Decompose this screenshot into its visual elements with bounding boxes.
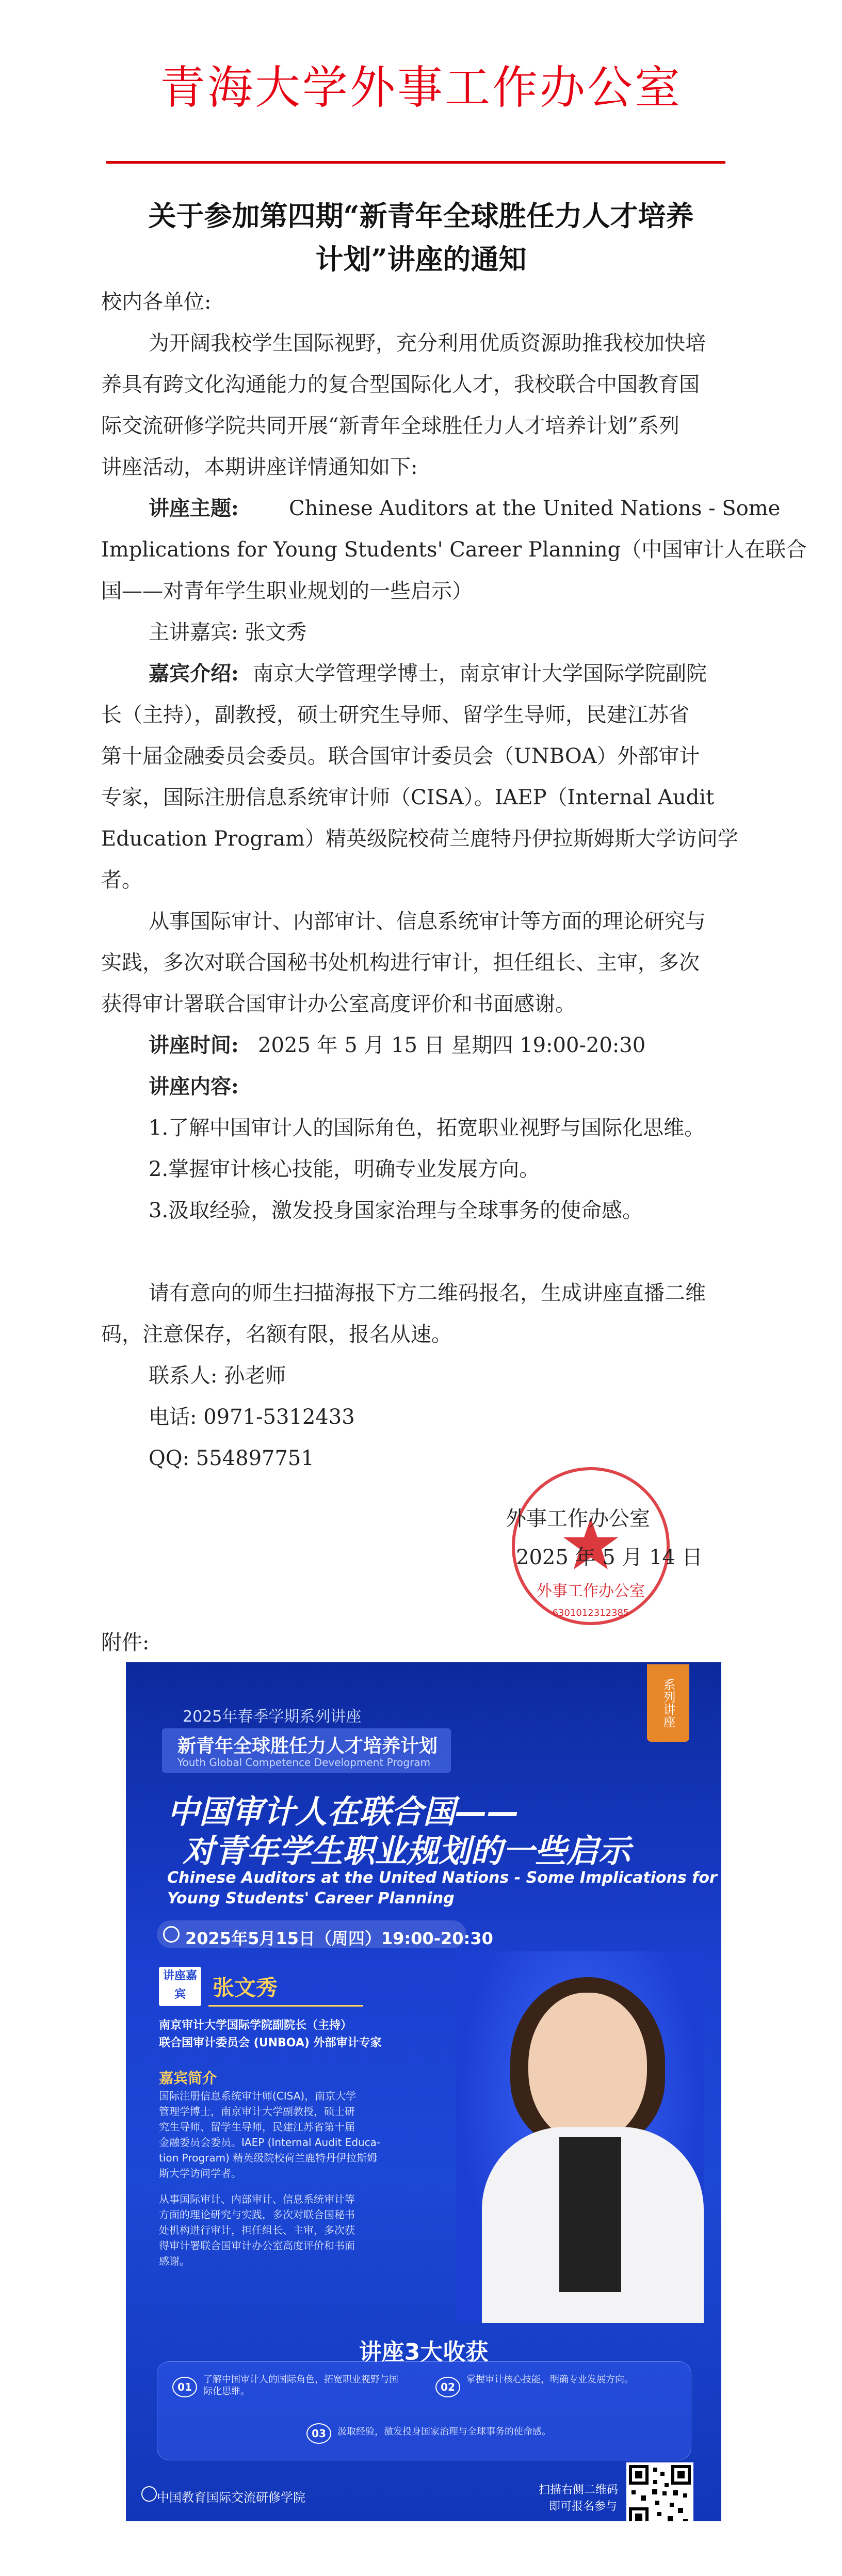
research-line: 从事国际审计、内部审计、信息系统审计等方面的理论研究与 xyxy=(149,910,706,933)
qr-code-icon[interactable] xyxy=(626,2462,693,2521)
institute-logo-icon xyxy=(141,2486,157,2502)
gain-text: 了解中国审计人的国际角色，拓宽职业视野与国际化思维。 xyxy=(203,2374,398,2397)
bio-label: 嘉宾介绍: xyxy=(149,661,239,686)
bio-line: 者。 xyxy=(101,868,142,892)
contact-qq: QQ: 554897751 xyxy=(149,1446,314,1470)
content-item: 2.掌握审计核心技能，明确专业发展方向。 xyxy=(149,1157,540,1181)
notice-title-line2: 计划”讲座的通知 xyxy=(315,243,527,276)
gain-number: 02 xyxy=(435,2377,460,2397)
intro-line: tion Program) 精英级院校荷兰鹿特丹伊拉斯姆 xyxy=(159,2152,378,2164)
stamp-number: 6301012312385 xyxy=(552,1608,629,1618)
bio-line: Education Program）精英级院校荷兰鹿特丹伊拉斯姆斯大学访问学 xyxy=(101,827,738,851)
event-poster xyxy=(126,1662,721,2521)
topic-line: 国——对青年学生职业规划的一些启示） xyxy=(101,579,473,603)
poster-subtitle: Chinese Auditors at the United Nations - Some Implications for xyxy=(167,1869,717,1887)
intro-line: 国际注册信息系统审计师(CISA)，南京大学 xyxy=(159,2090,357,2102)
poster-time: 2025年5月15日（周四）19:00-20:30 xyxy=(185,1929,493,1948)
gain-number: 01 xyxy=(172,2377,197,2397)
time-label: 讲座时间: xyxy=(149,1033,239,1057)
intro-line: 为开阔我校学生国际视野，充分利用优质资源助推我校加快培 xyxy=(149,331,706,355)
program-title: 新青年全球胜任力人才培养计划 xyxy=(177,1736,438,1757)
guest-underline xyxy=(208,2005,363,2007)
intro-line: 际交流研修学院共同开展“新青年全球胜任力人才培养计划”系列 xyxy=(101,414,679,438)
time-value: 2025 年 5 月 15 日 星期四 19:00-20:30 xyxy=(258,1033,646,1057)
intro-heading: 嘉宾简介 xyxy=(159,2070,217,2087)
notice-title-line1: 关于参加第四期“新青年全球胜任力人才培养 xyxy=(148,199,694,232)
signature-date: 2025 年 5 月 14 日 xyxy=(516,1546,703,1569)
attachment-label: 附件: xyxy=(101,1631,150,1655)
speaker-photo-shirt xyxy=(559,2137,621,2292)
bio-line: 南京大学管理学博士，南京审计大学国际学院副院 xyxy=(253,662,707,686)
guest-name: 张文秀 xyxy=(213,1975,278,2000)
speaker-photo-face xyxy=(528,1993,647,2142)
content-item: 1.了解中国审计人的国际角色，拓宽职业视野与国际化思维。 xyxy=(149,1116,705,1140)
poster-headline: 中国审计人在联合国—— xyxy=(167,1793,520,1831)
gains-heading: 讲座3大收获 xyxy=(359,2339,489,2365)
intro-line: 感谢。 xyxy=(159,2255,190,2267)
guest-affiliation: 南京审计大学国际学院副院长（主持） xyxy=(159,2019,352,2032)
scan-instruction: 即可报名参与 xyxy=(549,2500,618,2513)
intro-line: 管理学博士，南京审计大学副教授，硕士研 xyxy=(159,2105,355,2118)
salutation: 校内各单位: xyxy=(101,290,212,314)
stamp-label: 外事工作办公室 xyxy=(537,1582,645,1600)
research-line: 获得审计署联合国审计办公室高度评价和书面感谢。 xyxy=(101,992,576,1016)
contact-phone: 电话: 0971-5312433 xyxy=(149,1405,355,1429)
program-title-en: Youth Global Competence Development Program xyxy=(177,1756,431,1769)
gain-text: 掌握审计核心技能，明确专业发展方向。 xyxy=(466,2374,634,2385)
poster-badge: 系列讲座 xyxy=(647,1664,689,1742)
content-item: 3.汲取经验，激发投身国家治理与全球事务的使命感。 xyxy=(149,1199,643,1222)
intro-line: 处机构进行审计，担任组长、主审，多次获 xyxy=(159,2224,355,2236)
intro-line: 方面的理论研究与实践，多次对联合国秘书 xyxy=(159,2208,355,2221)
host-line: 主讲嘉宾: 张文秀 xyxy=(149,621,307,644)
org-title: 青海大学外事工作办公室 xyxy=(159,61,682,114)
red-divider xyxy=(106,161,725,164)
intro-line: 得审计署联合国审计办公室高度评价和书面 xyxy=(159,2239,355,2252)
guest-affiliation: 联合国审计委员会 (UNBOA) 外部审计专家 xyxy=(159,2037,382,2049)
signup-line: 码，注意保存，名额有限，报名从速。 xyxy=(101,1323,452,1346)
guest-label-box: 讲座嘉宾 xyxy=(159,1967,201,2006)
intro-line: 金融委员会委员。IAEP (Internal Audit Educa- xyxy=(159,2136,381,2149)
topic-label: 讲座主题: xyxy=(149,496,239,520)
topic-line: Implications for Young Students' Career Planning（中国审计人在联合 xyxy=(101,538,807,562)
intro-line: 讲座活动，本期讲座详情通知如下: xyxy=(101,455,418,479)
bio-line: 第十届金融委员会委员。联合国审计委员会（UNBOA）外部审计 xyxy=(101,744,700,768)
content-label: 讲座内容: xyxy=(149,1074,239,1099)
intro-line: 究生导师、留学生导师，民建江苏省第十届 xyxy=(159,2121,355,2133)
poster-subtitle: Young Students' Career Planning xyxy=(167,1889,455,1907)
gain-number: 03 xyxy=(306,2423,331,2444)
poster-headline: 对青年学生职业规划的一些启示 xyxy=(183,1832,631,1870)
bio-line: 长（主持），副教授，硕士研究生导师、留学生导师，民建江苏省 xyxy=(101,703,689,727)
gain-text: 汲取经验，激发投身国家治理与全球事务的使命感。 xyxy=(337,2426,551,2437)
contact-person: 联系人: 孙老师 xyxy=(149,1364,286,1388)
institute-name: 中国教育国际交流研修学院 xyxy=(157,2490,305,2505)
topic-line: Chinese Auditors at the United Nations - Some xyxy=(289,497,781,520)
signup-line: 请有意向的师生扫描海报下方二维码报名，生成讲座直播二维 xyxy=(149,1281,706,1305)
scan-instruction: 扫描右侧二维码 xyxy=(539,2484,619,2497)
bio-line: 专家，国际注册信息系统审计师（CISA）。IAEP（Internal Audit xyxy=(101,786,715,809)
research-line: 实践，多次对联合国秘书处机构进行审计，担任组长、主审，多次 xyxy=(101,951,700,975)
clock-icon xyxy=(163,1926,180,1943)
intro-line: 斯大学访问学者。 xyxy=(159,2167,241,2180)
signature-office: 外事工作办公室 xyxy=(506,1507,650,1531)
intro-line: 养具有跨文化沟通能力的复合型国际化人才，我校联合中国教育国 xyxy=(101,373,700,396)
intro-line: 从事国际审计、内部审计、信息系统审计等 xyxy=(159,2193,355,2205)
poster-series: 2025年春季学期系列讲座 xyxy=(183,1708,362,1726)
